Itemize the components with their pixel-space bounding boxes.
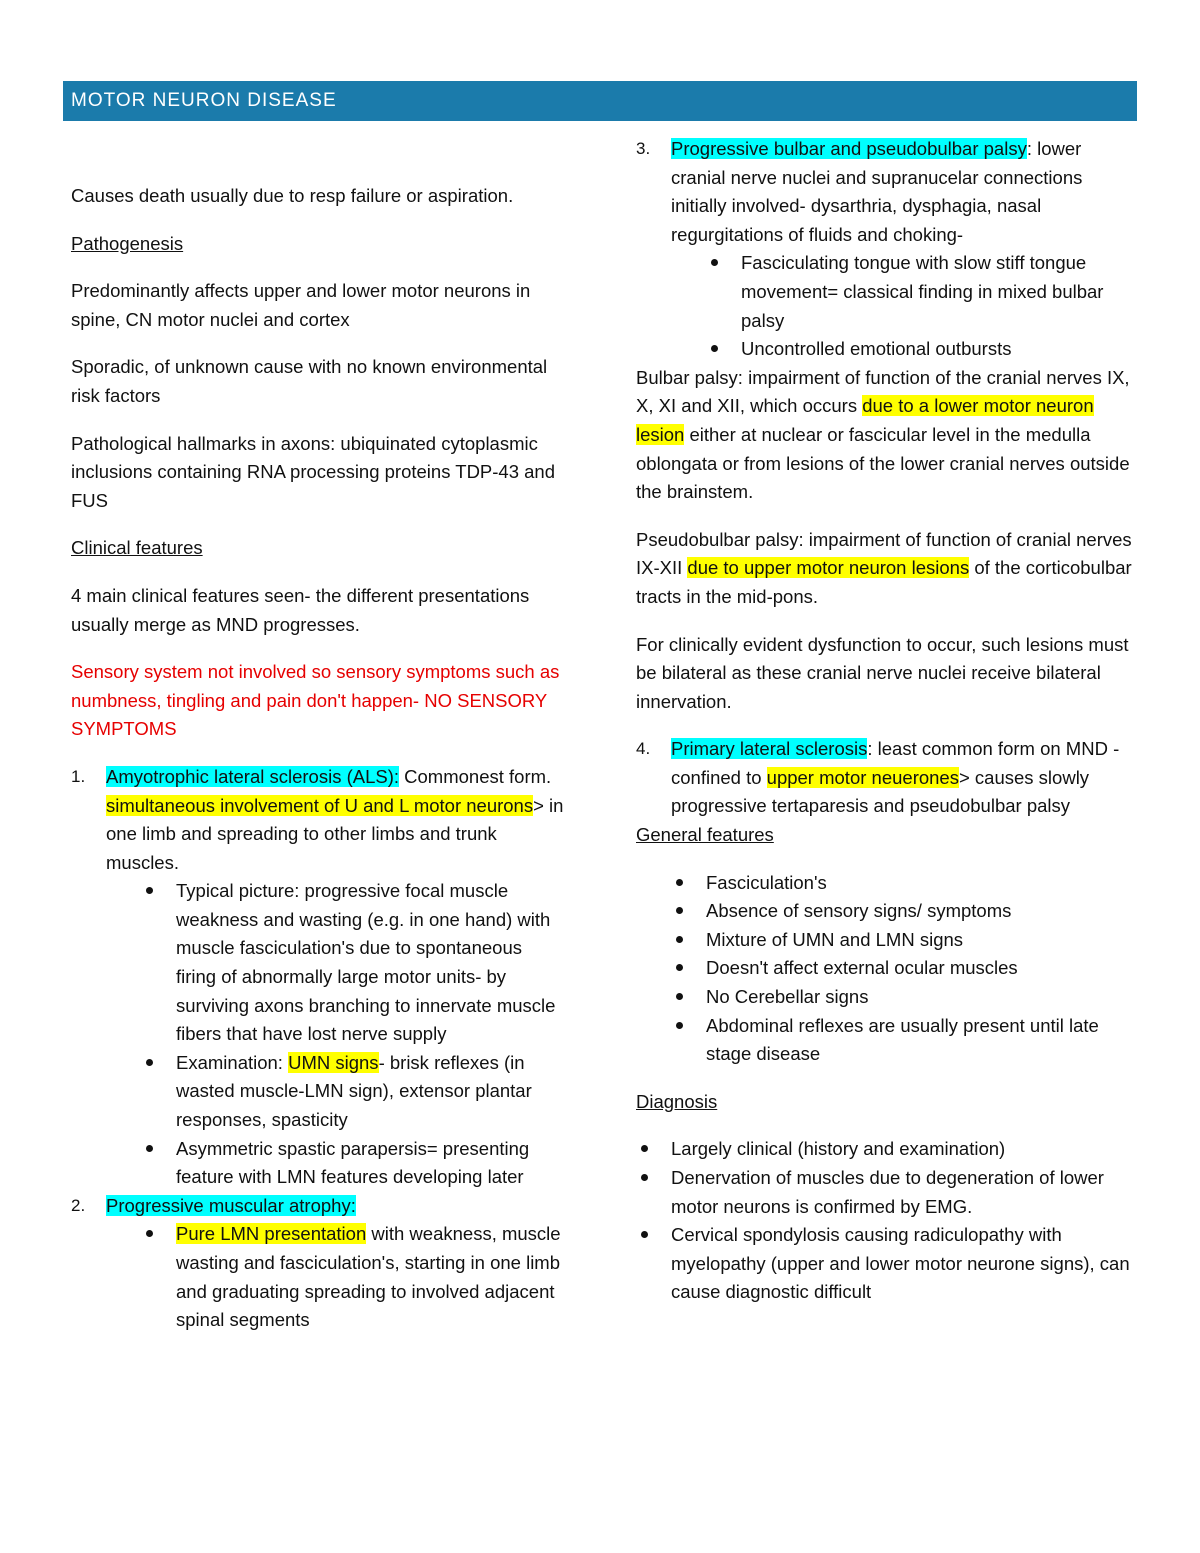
item-number: 3. — [636, 139, 651, 158]
umn-signs-highlight: UMN signs — [288, 1051, 379, 1073]
list-item: Cervical spondylosis causing radiculopathy with myelopathy (upper and lower motor neurone signs), can cause diagnostic difficult — [671, 1221, 1136, 1307]
bulbar-colon: : — [1026, 138, 1032, 159]
pls-text-a: : least common form on MND - confined to — [671, 738, 1120, 788]
list-item: Doesn't affect external ocular muscles — [706, 954, 1136, 983]
list-item: Asymmetric spastic parapersis= presenting feature with LMN features developing later — [176, 1135, 566, 1192]
list-item: Fasciculating tongue with slow stiff tongue movement= classical finding in mixed bulbar palsy — [741, 249, 1136, 335]
pma-title: Progressive muscular atrophy: — [106, 1194, 356, 1216]
paragraph-text: Pseudobulbar palsy: impairment of function of cranial nerves IX-XII — [636, 528, 1132, 579]
list-item: Absence of sensory signs/ symptoms — [706, 897, 1136, 926]
item-number: 2. — [71, 1195, 86, 1215]
pure-lmn-highlight: Pure LMN presentation — [176, 1223, 367, 1245]
diagnosis-heading: Diagnosis — [636, 1090, 718, 1112]
pathogenesis-paragraph-3: Pathological hallmarks in axons: ubiquinated cytoplasmic inclusions containing RNA processing proteins TDP-43 and FUS — [71, 432, 556, 511]
paragraph-text: Bulbar palsy: impairment of function of the cranial nerves IX, X, XI and XII, which occurs — [636, 366, 1130, 417]
clinical-feature-list — [71, 763, 566, 1335]
bulbar-bullets — [671, 249, 1136, 363]
intro-text: Causes death usually due to resp failure or aspiration. — [71, 185, 514, 206]
list-item: Fasciculation's — [706, 869, 1136, 898]
clinical-feature-list-3 — [636, 135, 1136, 364]
general-features-list — [636, 869, 1136, 1069]
bulbar-title: Progressive bulbar and pseudobulbar palsy — [671, 138, 1027, 159]
als-bullets — [106, 877, 566, 1192]
item-number: 1. — [71, 766, 86, 786]
right-column — [636, 135, 1136, 1307]
list-item: No Cerebellar signs — [706, 983, 1136, 1012]
list-item: Abdominal reflexes are usually present until late stage disease — [706, 1012, 1136, 1069]
list-item — [71, 1192, 566, 1335]
diagnosis-list — [636, 1135, 1136, 1307]
clinical-features-heading: Clinical features — [71, 537, 203, 559]
page-title: MOTOR NEURON DISEASE — [63, 81, 1137, 121]
list-item: Typical picture: progressive focal muscle weakness and wasting (e.g. in one hand) with muscle fasciculation's due to spontaneous firing of abnormally large motor units- by surviving axons branching to innervate muscle fibers that have lost nerve supply — [176, 877, 566, 1049]
pathogenesis-paragraph-2: Sporadic, of unknown cause with no known environmental risk factors — [71, 356, 548, 406]
list-item: Mixture of UMN and LMN signs — [706, 926, 1136, 955]
bullet-text: - brisk reflexes (in wasted muscle-LMN sign), extensor plantar responses, spasticity — [176, 1051, 532, 1131]
pathogenesis-paragraph-1: Predominantly affects upper and lower motor neurons in spine, CN motor nuclei and cortex — [71, 280, 531, 330]
bilateral-paragraph: For clinically evident dysfunction to occur, such lesions must be bilateral as these cranial nerve nuclei receive bilateral innervation. — [636, 633, 1129, 712]
paragraph-text: of the corticobulbar tracts in the mid-pons. — [636, 557, 1132, 607]
paragraph-text: either at nuclear or fascicular level in the medulla oblongata or from lesions of the lower cranial nerves outside the brainstem. — [636, 423, 1130, 503]
list-item — [71, 763, 566, 1192]
lmn-lesion-highlight: due to a lower motor neuron lesion — [636, 395, 1094, 445]
als-title: Amyotrophic lateral sclerosis (ALS): — [106, 765, 400, 787]
list-item — [176, 1220, 566, 1334]
bulbar-palsy-paragraph — [636, 364, 1136, 507]
list-item: Denervation of muscles due to degeneration of lower motor neurons is confirmed by EMG. — [671, 1164, 1136, 1221]
pls-text-b: > causes slowly progressive tertaparesis and pseudobulbar palsy — [671, 766, 1090, 817]
umn-lesion-highlight: due to upper motor neuron lesions — [687, 557, 970, 579]
sensory-warning: Sensory system not involved so sensory symptoms such as numbness, tingling and pain don't happen- NO SENSORY SYMPTOMS — [71, 661, 560, 740]
list-item — [176, 1049, 566, 1135]
general-features-heading: General features — [636, 824, 774, 846]
list-item — [636, 135, 1136, 364]
pls-highlight: upper motor neuerones — [766, 766, 959, 788]
list-item — [636, 735, 1136, 821]
pls-title: Primary lateral sclerosis — [671, 738, 868, 760]
pma-bullets — [106, 1220, 566, 1334]
als-text-b: > in one limb and spreading to other limbs and trunk muscles. — [106, 794, 564, 873]
list-item: Largely clinical (history and examination) — [671, 1135, 1136, 1164]
list-item: Uncontrolled emotional outbursts — [741, 335, 1136, 364]
left-column — [71, 182, 566, 1335]
als-highlight: simultaneous involvement of U and L motor neurons — [106, 794, 534, 816]
als-text-a: Commonest form. — [399, 765, 552, 787]
item-number: 4. — [636, 739, 651, 759]
clinical-feature-list-4 — [636, 735, 1136, 821]
clinical-features-paragraph: 4 main clinical features seen- the different presentations usually merge as MND progresses. — [71, 584, 530, 635]
pathogenesis-heading: Pathogenesis — [71, 232, 184, 254]
bullet-text: Examination: — [176, 1051, 289, 1073]
bullet-text: with weakness, muscle wasting and fasciculation's, starting in one limb and graduating spreading to involved adjacent spinal segments — [176, 1223, 561, 1331]
pseudobulbar-palsy-paragraph — [636, 526, 1136, 612]
bulbar-text: lower cranial nerve nuclei and supranucelar connections initially involved- dysarthria, dysphagia, nasal regurgitations of fluids and choking- — [671, 138, 1083, 245]
